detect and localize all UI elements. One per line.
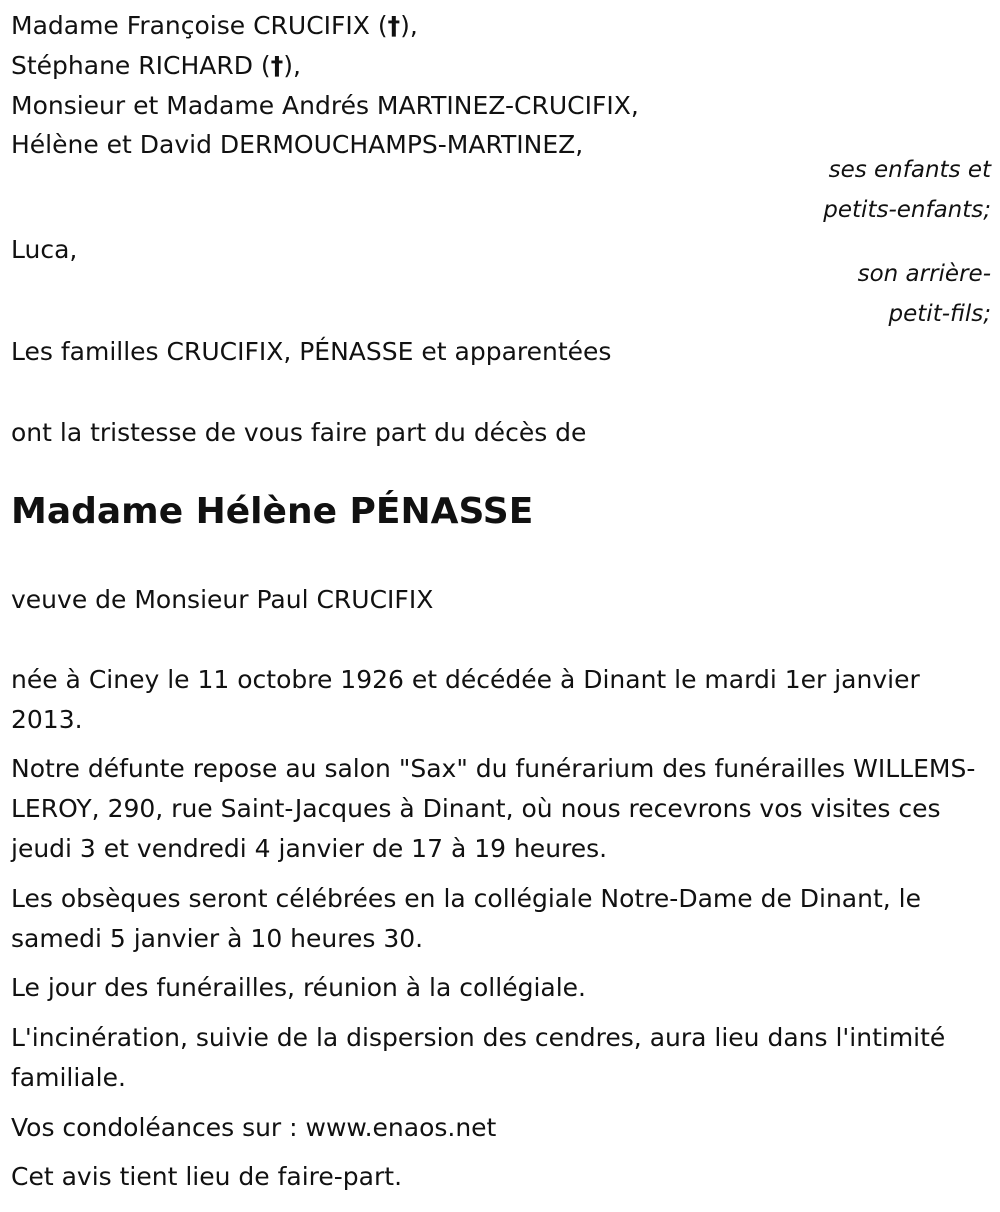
- great-grandchild-name: Luca,: [11, 235, 78, 264]
- cross-icon: †: [270, 51, 284, 80]
- deceased-name: Madame Hélène PÉNASSE: [11, 491, 534, 532]
- role-great-grandchild-line-2: petit-fils;: [888, 301, 991, 327]
- role-great-grandchild-line-1: son arrière-: [857, 261, 991, 287]
- visitation-paragraph: Notre défunte repose au salon "Sax" du funérarium des funérailles WILLEMS-LEROY, 290, rue Saint-Jacques à Dinant, où nous recevrons vos visites ces jeudi 3 et vendredi 4 janvier de 17 à 19 heures.: [11, 754, 976, 863]
- family-line-3: Monsieur et Madame Andrés MARTINEZ-CRUCIFIX,: [11, 91, 639, 120]
- family-line-4: Hélène et David DERMOUCHAMPS-MARTINEZ,: [11, 130, 584, 159]
- family-line-2-end: ),: [283, 51, 301, 80]
- cremation-paragraph: L'incinération, suivie de la dispersion des cendres, aura lieu dans l'intimité familiale.: [11, 1023, 946, 1092]
- gathering-paragraph: Le jour des funérailles, réunion à la collégiale.: [11, 973, 586, 1002]
- family-line-1-text: Madame Françoise CRUCIFIX (: [11, 11, 388, 40]
- notice-paragraph: Cet avis tient lieu de faire-part.: [11, 1162, 403, 1191]
- family-line-2-text: Stéphane RICHARD (: [11, 51, 271, 80]
- families-line: Les familles CRUCIFIX, PÉNASSE et apparentées: [11, 337, 612, 366]
- family-line-1-end: ),: [400, 11, 418, 40]
- role-children-line-2: petits-enfants;: [823, 197, 991, 223]
- funeral-paragraph: Les obsèques seront célébrées en la collégiale Notre-Dame de Dinant, le samedi 5 janvier à 10 heures 30.: [11, 884, 921, 953]
- role-children-line-1: ses enfants et: [828, 157, 991, 183]
- birth-death-paragraph: née à Ciney le 11 octobre 1926 et décédée à Dinant le mardi 1er janvier 2013.: [11, 665, 920, 734]
- announcement: ont la tristesse de vous faire part du décès de: [11, 418, 587, 447]
- family-line-2: [11, 46, 301, 86]
- family-line-1: [11, 6, 418, 46]
- widow-of: veuve de Monsieur Paul CRUCIFIX: [11, 585, 434, 614]
- condolences-paragraph: Vos condoléances sur : www.enaos.net: [11, 1113, 497, 1142]
- cross-icon: †: [387, 11, 401, 40]
